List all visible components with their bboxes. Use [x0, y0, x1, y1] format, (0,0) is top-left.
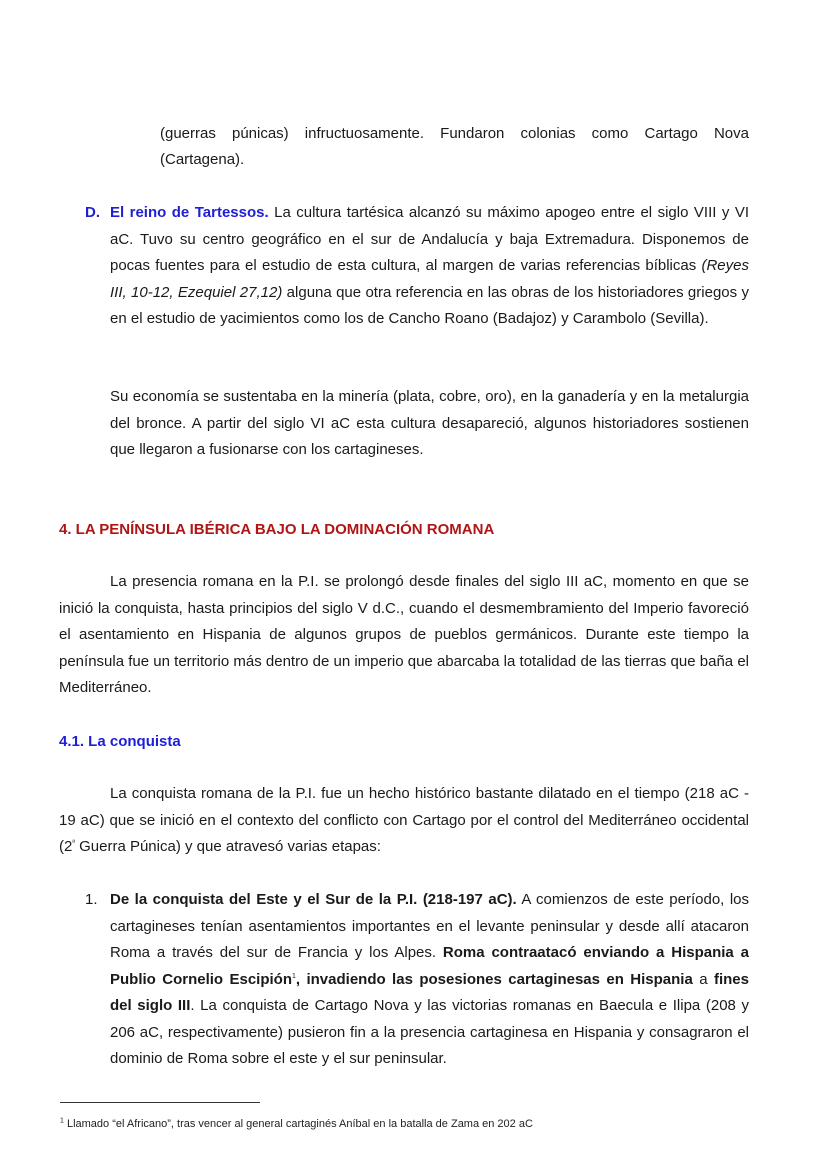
conquest-text-1: La conquista romana de la P.I. fue un hecho histórico bastante dilatado en el tiempo (218 aC - 19 aC) que se inició en el contexto del conflicto con Cartago por el control del Mediterráneo occidental (2	[59, 785, 749, 855]
footnote	[60, 1117, 533, 1131]
stage-1-bold-3: , invadiendo las posesiones cartaginesas en Hispania	[295, 970, 693, 988]
tartessos-title: El reino de Tartessos.	[110, 204, 269, 221]
biblical-references: (Reyes III, 10-12, Ezequiel 27,12)	[110, 257, 749, 301]
ordinal-indicator: ª	[72, 840, 75, 847]
continuation-text-2: (Cartagena).	[160, 151, 245, 168]
stage-1-text-2: a	[692, 970, 714, 988]
stage-1-title: De la conquista del Este y el Sur de la P.I. (218-197 aC).	[110, 891, 517, 908]
section-heading-4: 4. LA PENÍNSULA IBÉRICA BAJO LA DOMINACIÓN ROMANA	[59, 521, 495, 538]
list-marker-d: D.	[85, 204, 100, 221]
section-heading-4-1: 4.1. La conquista	[59, 733, 181, 750]
conquest-text-2: Guerra Púnica) y que atravesó varias etapas:	[74, 838, 381, 855]
conquest-intro-paragraph	[59, 781, 749, 861]
stage-1-bold-2: Roma contraatacó enviando a Hispania a Publio Cornelio Escipión	[110, 944, 749, 988]
stage-1-text-3: . La conquista de Cartago Nova y las victorias romanas en Baecula e Ilipa (208 y 206 aC, respectivamente) pusieron fin a la presencia cartaginesa en Hispania y consagraron el dominio de Roma sobre el este y el sur peninsular.	[110, 997, 749, 1067]
footnote-text: Llamado “el Africano”, tras vencer al general cartaginés Aníbal en la batalla de Zama en 202 aC	[63, 1118, 533, 1130]
list-item-1	[110, 887, 749, 1073]
tartessos-paragraph-1	[110, 200, 749, 333]
tartessos-economy-text: Su economía se sustentaba en la minería (plata, cobre, oro), en la ganadería y en la metalurgia del bronce. A partir del siglo VI aC esta cultura desapareció, algunos historiadores sostienen que llegaron a fusionarse con los cartagineses.	[110, 388, 749, 458]
list-marker-1: 1.	[85, 891, 98, 908]
tartessos-text-2: alguna que otra referencia en las obras de los historiadores griegos y en el estudio de yacimientos como los de Cancho Roano (Badajoz) y Carambolo (Sevilla).	[110, 283, 749, 327]
tartessos-paragraph-2	[110, 384, 749, 464]
stage-1-bold-4: fines del siglo III	[110, 970, 749, 1014]
tartessos-text-1: La cultura tartésica alcanzó su máximo apogeo entre el siglo VIII y VI aC. Tuvo su centro geográfico en el sur de Andalucía y baja Extremadura. Disponemos de pocas fuentes para el estudio de esta cultura, al margen de varias referencias bíblicas	[110, 204, 749, 274]
roman-presence-paragraph	[59, 569, 749, 702]
footnote-reference[interactable]: 1	[292, 972, 296, 980]
continuation-text-1: (guerras púnicas) infructuosamente. Fundaron colonias como Cartago Nova	[160, 125, 749, 142]
roman-presence-text: La presencia romana en la P.I. se prolongó desde finales del siglo III aC, momento en que se inició la conquista, hasta principios del siglo V d.C., cuando el desmembramiento del Imperio favoreció el asentamiento en Hispania de algunos grupos de pueblos germánicos. Durante este tiempo la península fue un territorio más dentro de un imperio que abarcaba la totalidad de las tierras que baña el Mediterráneo.	[59, 573, 749, 696]
footnote-separator	[60, 1102, 260, 1103]
continuation-line-1	[160, 121, 749, 148]
continuation-line-2	[160, 147, 749, 174]
footnote-number: 1	[60, 1117, 64, 1125]
stage-1-text-1: A comienzos de este período, los cartagineses tenían asentamientos importantes en el levante peninsular y desde allí atacaron Roma a través del sur de Francia y los Alpes.	[110, 891, 749, 961]
